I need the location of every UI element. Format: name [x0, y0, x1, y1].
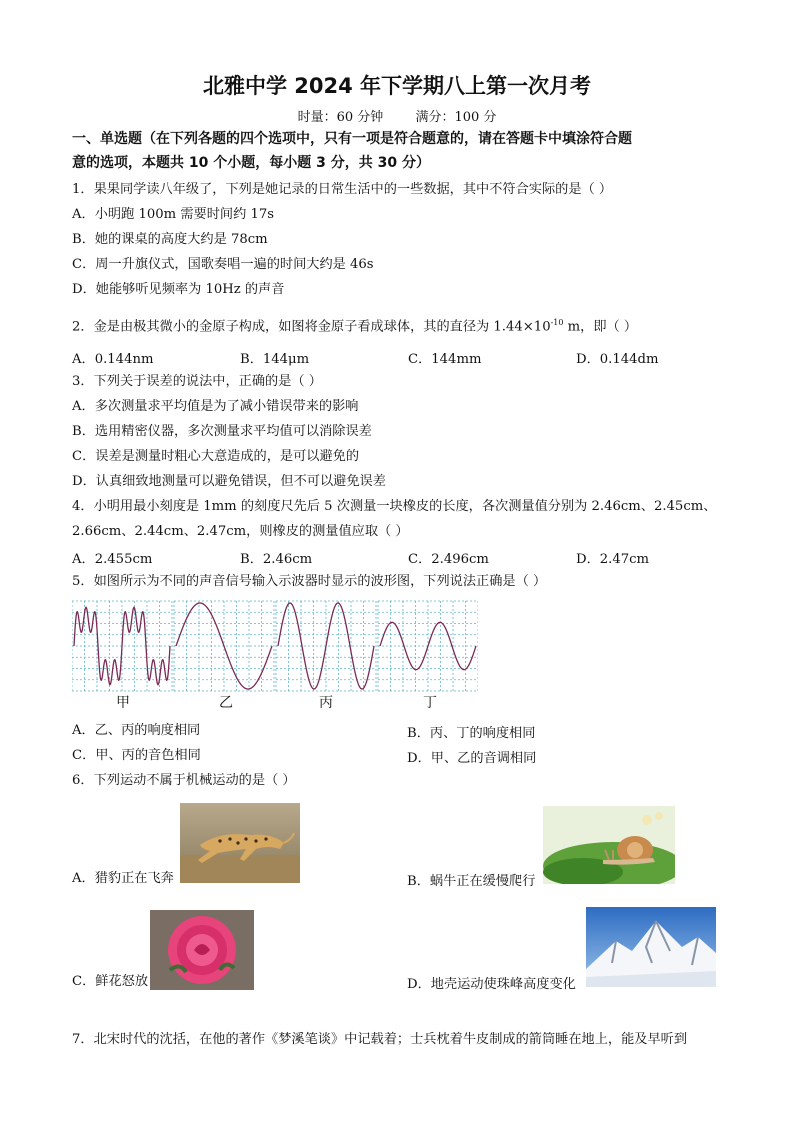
q2-option-c: C．144mm: [408, 352, 482, 367]
q3-option-c: C．误差是测量时粗心大意造成的，是可以避免的: [72, 449, 360, 464]
exam-score: 满分：100 分: [415, 110, 497, 125]
q1-option-b: B．她的课桌的高度大约是 78cm: [72, 232, 268, 247]
q1-option-d: D．她能够听见频率为 10Hz 的声音: [72, 282, 285, 297]
mount-everest-image: [586, 907, 716, 987]
q5-option-c: C．甲、丙的音色相同: [72, 748, 201, 763]
q5-stem: 5．如图所示为不同的声音信号输入示波器时显示的波形图，下列说法正确是（ ）: [72, 574, 547, 589]
q4-option-d: D．2.47cm: [576, 552, 650, 567]
q5-option-b: B．丙、丁的响度相同: [407, 726, 536, 741]
q4-stem-line1: 4．小明用最小刻度是 1mm 的刻度尺先后 5 次测量一块橡皮的长度，各次测量值分别为 2.46cm、2.45cm、: [72, 499, 717, 514]
q1-option-c: C．周一升旗仪式，国歌奏唱一遍的时间大约是 46s: [72, 257, 374, 272]
q6-option-b: B．蜗牛正在缓慢爬行: [407, 874, 536, 889]
q2-stem: [72, 314, 637, 336]
q2-option-a: A．0.144nm: [72, 352, 154, 367]
q3-stem: 3．下列关于误差的说法中，正确的是（ ）: [72, 374, 322, 389]
q2-option-b: B．144μm: [240, 352, 310, 367]
page-title: 北雅中学 2024 年下学期八上第一次月考: [202, 74, 592, 98]
exam-meta: [0, 106, 794, 125]
q5-option-d: D．甲、乙的音调相同: [407, 751, 537, 766]
q3-option-d: D．认真细致地测量可以避免错误，但不可以避免误差: [72, 474, 386, 489]
waveform-label-yi: 乙: [219, 695, 233, 711]
exam-time: 时量：60 分钟: [297, 110, 384, 125]
q3-option-a: A．多次测量求平均值是为了减小错误带来的影响: [72, 399, 359, 414]
q6-option-c: C．鲜花怒放: [72, 974, 149, 989]
q2-exponent: -10: [550, 318, 564, 327]
q5-option-a: A．乙、丙的响度相同: [72, 723, 201, 738]
section-heading-line2: 意的选项，本题共 10 个小题，每小题 3 分，共 30 分）: [72, 155, 430, 171]
q7-stem: 7．北宋时代的沈括，在他的著作《梦溪笔谈》中记载着；士兵枕着牛皮制成的箭筒睡在地上，能及早听到: [72, 1032, 688, 1047]
rose-image: [150, 910, 254, 990]
q4-stem-line2: 2.66cm、2.44cm、2.47cm，则橡皮的测量值应取（ ）: [72, 524, 409, 539]
waveform-label-ding: 丁: [423, 695, 437, 711]
q6-stem: 6．下列运动不属于机械运动的是（ ）: [72, 773, 296, 788]
q4-option-c: C．2.496cm: [408, 552, 489, 567]
cheetah-image: [180, 803, 300, 883]
q6-option-a: A．猎豹正在飞奔: [72, 871, 174, 886]
q1-option-a: A．小明跑 100m 需要时间约 17s: [72, 207, 275, 222]
waveform-label-bing: 丙: [319, 695, 333, 711]
waveform-label-jia: 甲: [116, 695, 130, 711]
snail-image: [543, 806, 675, 884]
q2-option-d: D．0.144dm: [576, 352, 659, 367]
q4-option-a: A．2.455cm: [72, 552, 153, 567]
q3-option-b: B．选用精密仪器，多次测量求平均值可以消除误差: [72, 424, 372, 439]
q4-option-b: B．2.46cm: [240, 552, 313, 567]
q2-stem-pre: 2．金是由极其微小的金原子构成，如图将金原子看成球体，其的直径为 1.44×10: [72, 319, 551, 335]
section-heading-line1: 一、单选题（在下列各题的四个选项中，只有一项是符合题意的，请在答题卡中填涂符合题: [72, 131, 632, 147]
q2-stem-post: m，即（ ）: [563, 319, 638, 335]
q6-option-d: D．地壳运动使珠峰高度变化: [407, 977, 576, 992]
oscilloscope-waveforms-figure: [72, 600, 478, 692]
q1-stem: 1．果果同学读八年级了，下列是她记录的日常生活中的一些数据，其中不符合实际的是（ ）: [72, 182, 613, 197]
